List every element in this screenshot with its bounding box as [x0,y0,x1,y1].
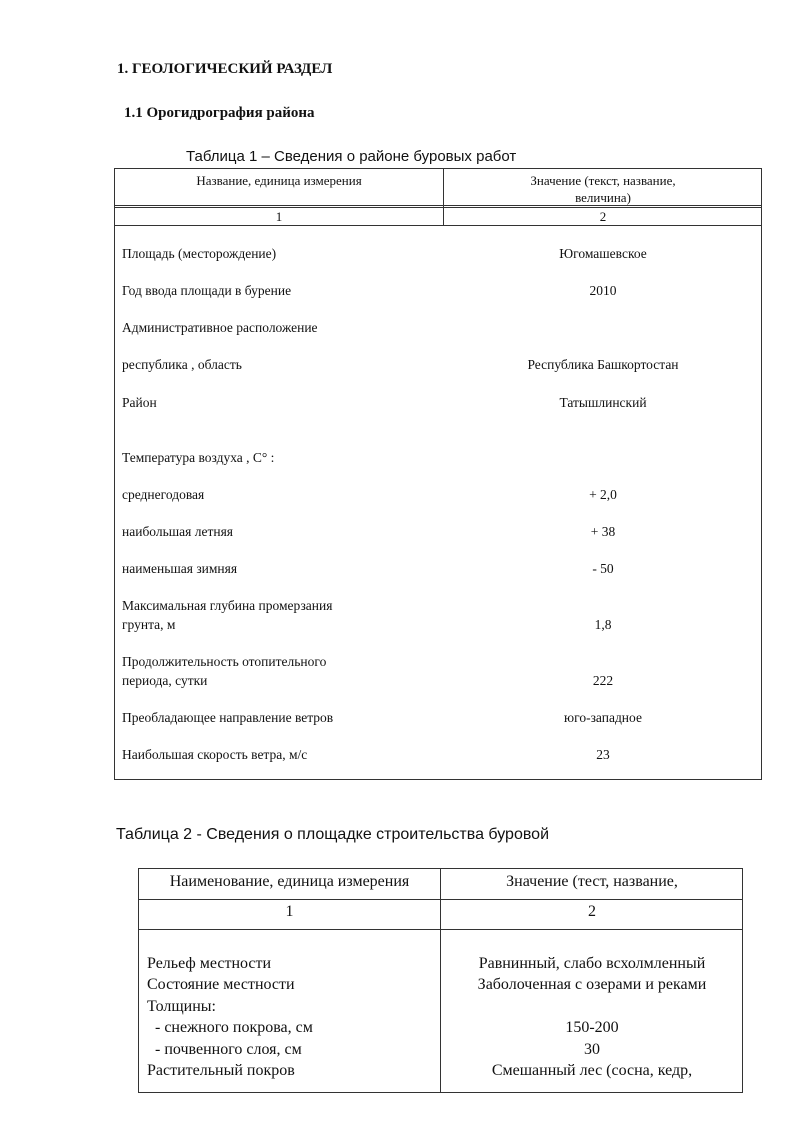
table1-row-value: 222 [592,673,614,688]
table1-row-value: юго-западное [564,710,642,725]
table1-header-num1: 1 [275,209,283,224]
table2-header-col2: Значение (тест, название, [506,873,678,890]
table1-row-value: Татышлинский [559,395,647,410]
table1-row-label: среднегодовая [122,487,205,502]
subsection-title: 1.1 Орогидрография района [124,105,315,121]
table2-row-label: Толщины: [147,998,216,1015]
table1-header-col1: Название, единица измерения [196,173,362,188]
table1-row-label: Температура воздуха , С° : [122,450,275,465]
table1-row-label: Наибольшая скорость ветра, м/с [122,747,308,762]
table1-row-label: Максимальная глубина промерзания [122,598,333,613]
table1-row-label: наибольшая летняя [122,524,234,539]
table1-row-value: Югомашевское [559,246,647,261]
table1-caption: Таблица 1 – Сведения о районе буровых работ [186,148,517,165]
table2-row-value: 150-200 [565,1019,619,1036]
table1-row-value: + 38 [590,524,616,539]
table1-row-value: 23 [596,747,610,762]
table2-row-label: Состояние местности [147,976,295,993]
table1-row-label-cont: периода, сутки [122,673,208,688]
table1-numbers-divider [115,225,761,226]
table2-row-value: Смешанный лес (сосна, кедр, [491,1062,693,1079]
table2-row-value: Равнинный, слабо всхолмленный [478,955,706,972]
table2-row-label: - снежного покрова, см [147,1019,313,1036]
table1-row-value: 2010 [589,283,617,298]
table1-row-label-cont: грунта, м [122,617,176,632]
table1-row-label: Преобладающее направление ветров [122,710,334,725]
table2-row-label: - почвенного слоя, см [147,1041,302,1058]
table1-header-num2: 2 [599,209,607,224]
table2-row-label: Растительный покров [147,1062,295,1079]
table2-row-value: 30 [584,1041,600,1058]
table2-caption: Таблица 2 - Сведения о площадке строительства буровой [116,826,550,843]
table1-header-col2-line2: величина) [575,190,631,205]
table2-row-value: Заболоченная с озерами и реками [477,976,707,993]
table2-header-num1: 1 [285,903,294,920]
section-title: 1. ГЕОЛОГИЧЕСКИЙ РАЗДЕЛ [117,61,333,77]
table1-row-label: Продолжительность отопительного [122,654,327,669]
table2 [138,868,743,1093]
table1-row-value: + 2,0 [589,487,617,502]
table1-row-value: Республика Башкортостан [527,357,679,372]
table1-row-label: Год ввода площади в бурение [122,283,292,298]
table1-row-label: Административное расположение [122,320,318,335]
table1-row-label: республика , область [122,357,242,372]
table2-header-divider [139,899,742,900]
table1-row-value: 1,8 [594,617,612,632]
table1-row-label: наименьшая зимняя [122,561,238,576]
table1-header-col2-line1: Значение (текст, название, [530,173,676,188]
table1-row-label: Район [122,395,157,410]
table2-header-col1: Наименование, единица измерения [169,873,410,890]
table2-numbers-divider [139,929,742,930]
table1-row-label: Площадь (месторождение) [122,246,277,261]
table2-row-label: Рельеф местности [147,955,272,972]
table2-header-num2: 2 [588,903,596,920]
table1 [114,168,762,780]
table1-row-value: - 50 [592,561,614,576]
